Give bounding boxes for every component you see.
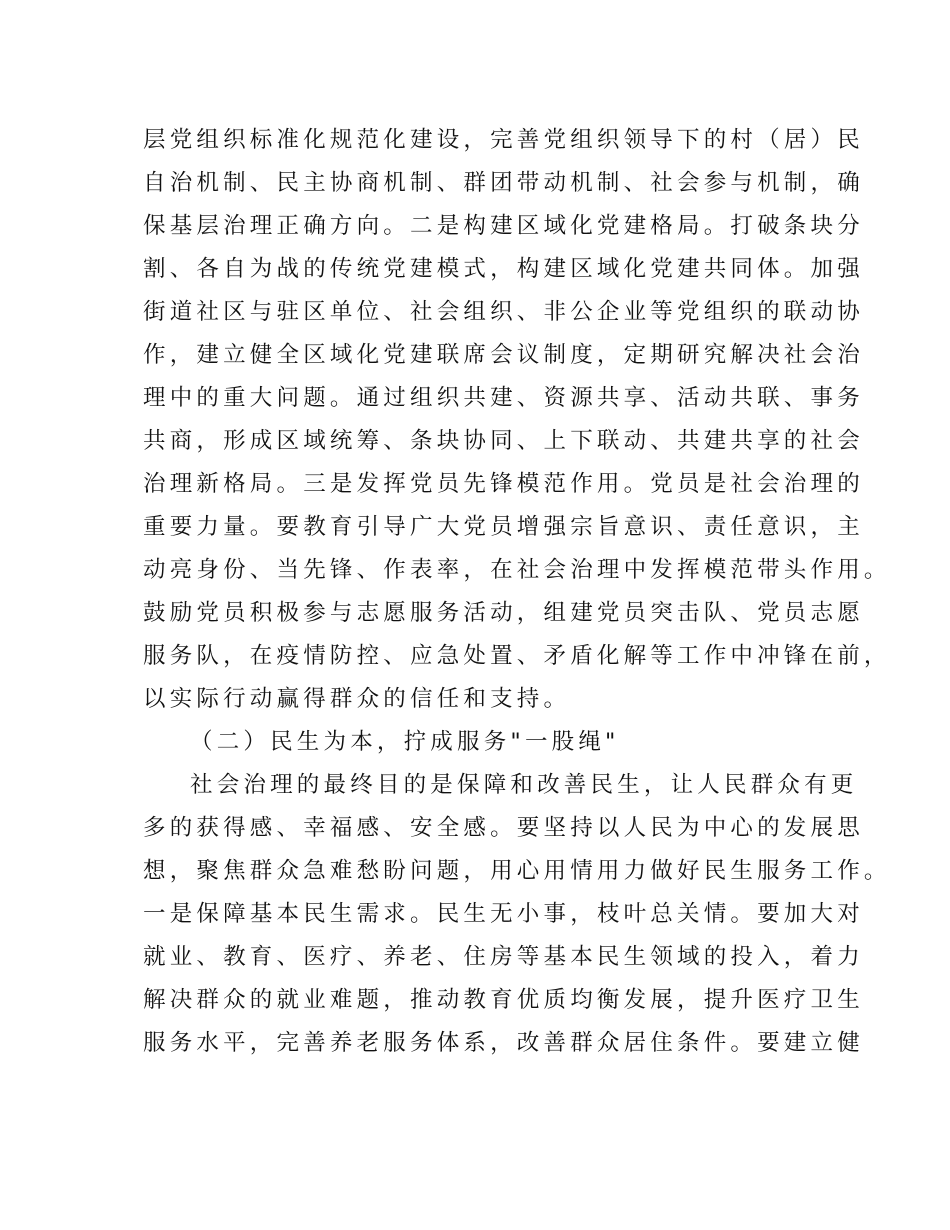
paragraph-line: 鼓励党员积极参与志愿服务活动，组建党员突击队、党员志愿: [143, 600, 864, 626]
paragraph-line: 街道社区与驻区单位、社会组织、非公企业等党组织的联动协: [143, 299, 864, 325]
paragraph-line: 作，建立健全区域化党建联席会议制度，定期研究解决社会治: [143, 342, 864, 368]
paragraph-line: 共商，形成区域统筹、条块协同、上下联动、共建共享的社会: [143, 428, 864, 454]
paragraph-line: 以实际行动赢得群众的信任和支持。: [143, 686, 571, 712]
paragraph-line: 解决群众的就业难题，推动教育优质均衡发展，提升医疗卫生: [143, 987, 864, 1013]
paragraph-line: 社会治理的最终目的是保障和改善民生，让人民群众有更: [190, 772, 858, 798]
paragraph-line: 割、各自为战的传统党建模式，构建区域化党建共同体。加强: [143, 256, 864, 282]
paragraph-line: 动亮身份、当先锋、作表率，在社会治理中发挥模范带头作用。: [143, 557, 891, 583]
paragraph-line: 自治机制、民主协商机制、群团带动机制、社会参与机制，确: [143, 170, 864, 196]
paragraph-line: 保基层治理正确方向。二是构建区域化党建格局。打破条块分: [143, 213, 864, 239]
paragraph-line: 层党组织标准化规范化建设，完善党组织领导下的村（居）民: [143, 127, 864, 153]
paragraph-line: 服务队，在疫情防控、应急处置、矛盾化解等工作中冲锋在前，: [143, 643, 891, 669]
paragraph-line: 服务水平，完善养老服务体系，改善群众居住条件。要建立健: [143, 1030, 864, 1056]
paragraph-line: 多的获得感、幸福感、安全感。要坚持以人民为中心的发展思: [143, 815, 864, 841]
paragraph-line: 理中的重大问题。通过组织共建、资源共享、活动共联、事务: [143, 385, 864, 411]
paragraph-line: 治理新格局。三是发挥党员先锋模范作用。党员是社会治理的: [143, 471, 864, 497]
paragraph-line: 想，聚焦群众急难愁盼问题，用心用情用力做好民生服务工作。: [143, 858, 891, 884]
paragraph-line: 重要力量。要教育引导广大党员增强宗旨意识、责任意识，主: [143, 514, 864, 540]
section-heading: （二）民生为本，拧成服务"一股绳": [190, 729, 620, 755]
paragraph-line: 就业、教育、医疗、养老、住房等基本民生领域的投入，着力: [143, 944, 864, 970]
paragraph-line: 一是保障基本民生需求。民生无小事，枝叶总关情。要加大对: [143, 901, 864, 927]
